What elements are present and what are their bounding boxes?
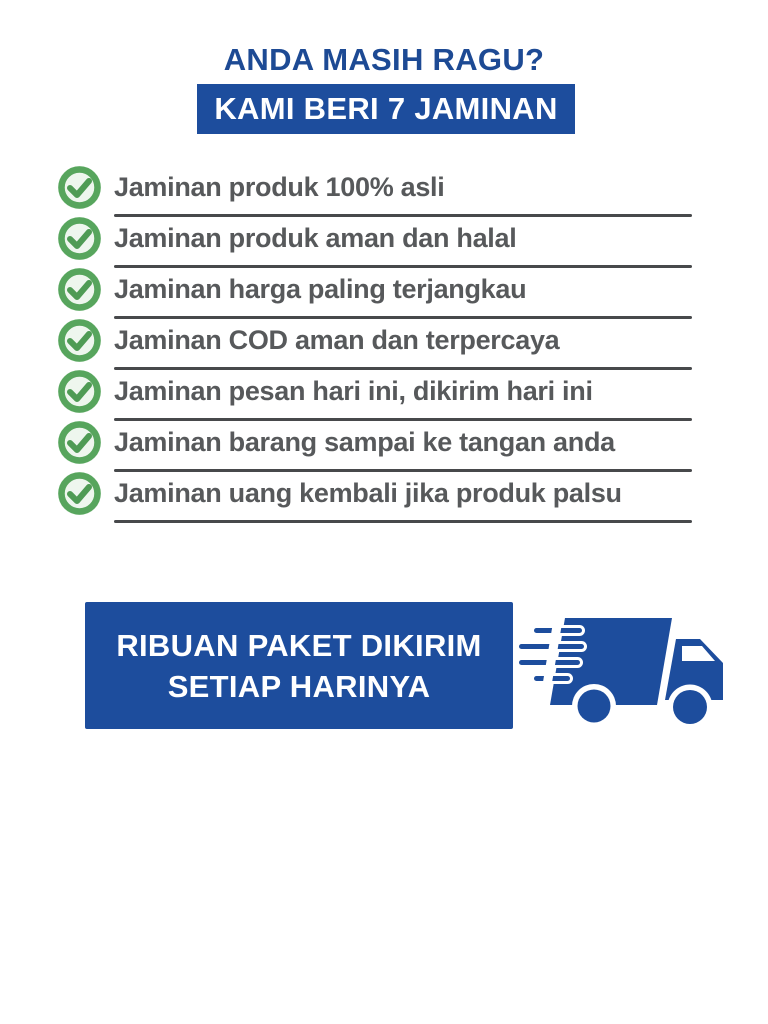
list-item — [0, 162, 768, 213]
page-title: ANDA MASIH RAGU? — [223, 42, 545, 77]
guarantee-text: Jaminan barang sampai ke tangan anda — [114, 427, 615, 457]
list-item — [0, 315, 768, 366]
list-item — [0, 417, 768, 468]
list-item — [0, 366, 768, 417]
shipping-banner-line1: RIBUAN PAKET DIKIRIM — [116, 627, 482, 663]
check-circle-icon — [58, 217, 101, 260]
shipping-banner — [85, 602, 513, 729]
check-circle-icon — [58, 166, 101, 209]
list-item — [0, 264, 768, 315]
list-item — [0, 468, 768, 519]
divider — [114, 520, 692, 523]
check-circle-icon — [58, 421, 101, 464]
list-item — [0, 213, 768, 264]
guarantee-count-banner-label: KAMI BERI 7 JAMINAN — [214, 91, 558, 126]
guarantee-text: Jaminan produk 100% asli — [114, 172, 445, 202]
guarantee-text: Jaminan pesan hari ini, dikirim hari ini — [114, 376, 593, 406]
guarantee-text: Jaminan COD aman dan terpercaya — [114, 325, 560, 355]
guarantee-text: Jaminan produk aman dan halal — [114, 223, 517, 253]
check-circle-icon — [58, 319, 101, 362]
guarantee-text: Jaminan harga paling terjangkau — [114, 274, 527, 304]
guarantee-list — [0, 162, 768, 519]
shipping-banner-line2: SETIAP HARINYA — [167, 668, 431, 704]
guarantee-count-banner — [197, 84, 575, 134]
check-circle-icon — [58, 472, 101, 515]
check-circle-icon — [58, 370, 101, 413]
delivery-truck-icon — [498, 594, 733, 739]
check-circle-icon — [58, 268, 101, 311]
guarantee-text: Jaminan uang kembali jika produk palsu — [114, 478, 622, 508]
